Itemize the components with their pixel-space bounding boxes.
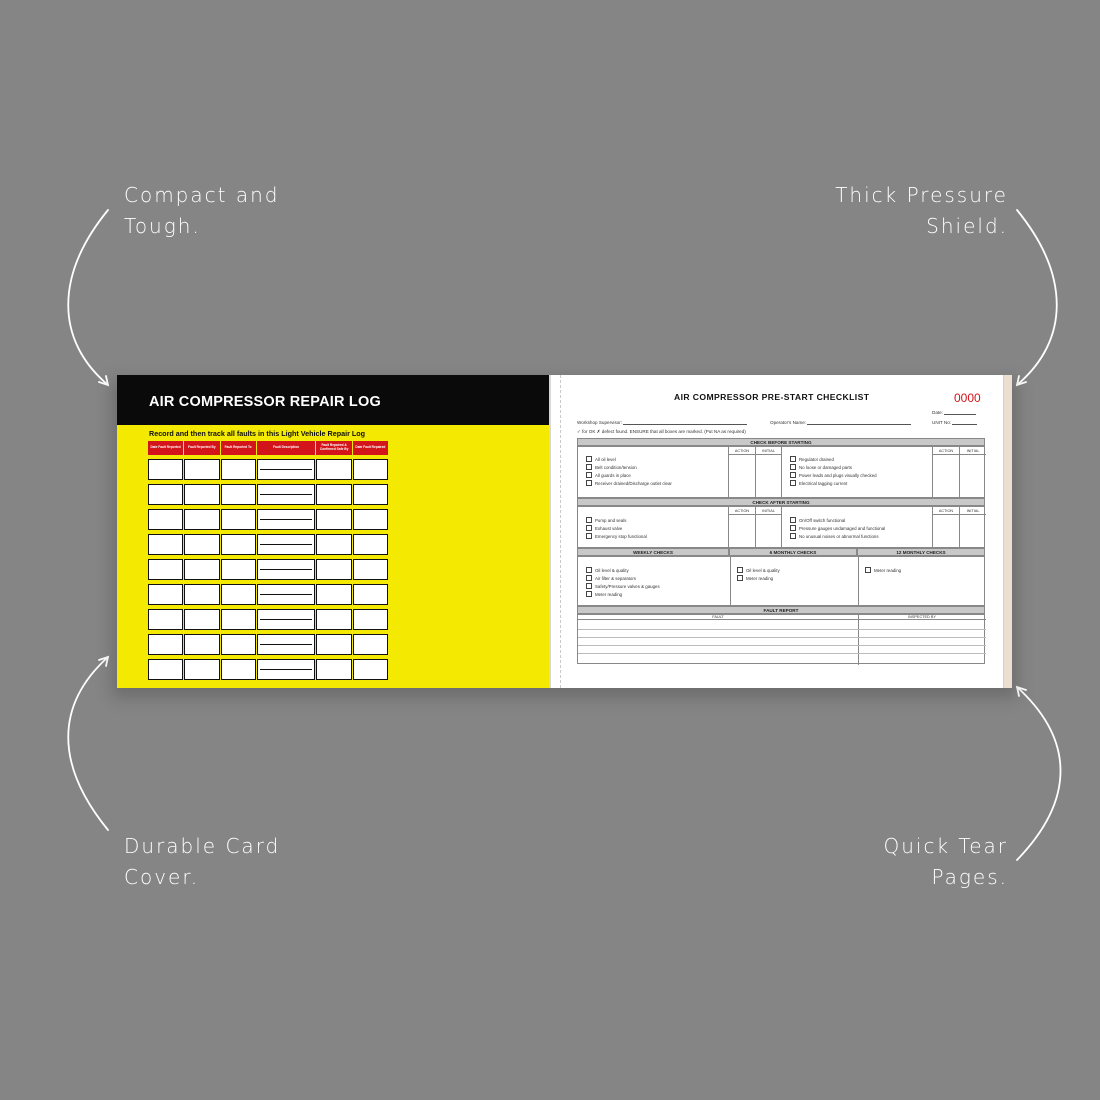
table-cell[interactable] <box>221 559 256 580</box>
checkbox-item[interactable]: No unusual noises or abnormal functions <box>790 533 879 539</box>
table-cell[interactable] <box>257 634 316 655</box>
table-cell[interactable] <box>316 634 351 655</box>
table-cell[interactable] <box>257 534 316 555</box>
arrow-bottom-right-head <box>1017 687 1026 696</box>
checkbox-item[interactable]: Air filter & separators <box>586 575 636 581</box>
table-cell[interactable] <box>184 634 219 655</box>
table-cell[interactable] <box>148 509 183 530</box>
table-cell[interactable] <box>257 459 316 480</box>
section-before-starting: CHECK BEFORE STARTING <box>577 438 985 446</box>
callout-compact <box>124 180 279 242</box>
table-cell[interactable] <box>316 459 351 480</box>
arrow-top-right <box>1017 210 1057 385</box>
cover-title: AIR COMPRESSOR REPAIR LOG <box>117 375 549 425</box>
table-cell[interactable] <box>148 659 183 680</box>
table-cell[interactable] <box>184 584 219 605</box>
table-cell[interactable] <box>148 609 183 630</box>
table-row <box>148 659 388 680</box>
table-cell[interactable] <box>221 584 256 605</box>
column-header: Fault Reported To <box>221 441 256 455</box>
column-header: Date Fault Reported <box>148 441 183 455</box>
table-row <box>148 559 388 580</box>
table-cell[interactable] <box>221 659 256 680</box>
table-cell[interactable] <box>184 534 219 555</box>
table-cell[interactable] <box>353 559 388 580</box>
table-cell[interactable] <box>316 659 351 680</box>
checkbox-item[interactable]: Meter reading <box>586 591 622 597</box>
callout-line: Pages. <box>931 865 1008 889</box>
checkbox-item[interactable]: Receiver drained/Discharge outlet clear <box>586 480 672 486</box>
table-cell[interactable] <box>353 509 388 530</box>
checkbox-item[interactable]: Meter reading <box>865 567 901 573</box>
table-cell[interactable] <box>148 484 183 505</box>
operator-field <box>770 420 911 425</box>
checkbox-item[interactable]: Exhaust valve <box>586 525 622 531</box>
repair-log-table <box>148 441 388 680</box>
table-cell[interactable] <box>184 659 219 680</box>
initial-header: INITIAL <box>755 507 781 515</box>
table-cell[interactable] <box>257 659 316 680</box>
table-cell[interactable] <box>221 634 256 655</box>
section-fault-report: FAULT REPORT <box>577 606 985 614</box>
supervisor-label: Workshop Supervisor: <box>577 420 623 425</box>
table-cell[interactable] <box>316 484 351 505</box>
action-header: ACTION <box>728 507 755 515</box>
cover-subtitle: Record and then track all faults in this Light Vehicle Repair Log <box>149 429 366 438</box>
table-cell[interactable] <box>257 584 316 605</box>
table-cell[interactable] <box>184 509 219 530</box>
section-weekly: WEEKLY CHECKS <box>577 548 729 556</box>
date-field <box>932 410 976 415</box>
periodic-checks-box <box>577 556 985 606</box>
column-header: Fault Description <box>257 441 316 455</box>
instructions: ✓ for OK ✗ defect found. ENSURE that all boxes are marked. (Put NA as required) <box>577 429 746 434</box>
table-cell[interactable] <box>257 609 316 630</box>
checkbox-item[interactable]: Electrical tagging current <box>790 480 847 486</box>
arrow-bottom-right <box>1017 687 1061 860</box>
table-cell[interactable] <box>221 484 256 505</box>
checkbox-item[interactable]: Safety/Pressure valves & gauges <box>586 583 660 589</box>
callout-line: Durable Card <box>124 834 281 858</box>
checkbox-item[interactable]: No loose or damaged parts <box>790 464 852 470</box>
table-cell[interactable] <box>316 509 351 530</box>
section-after-starting: CHECK AFTER STARTING <box>577 498 985 506</box>
page-stack-edge <box>1003 375 1012 688</box>
arrow-top-left <box>68 210 108 385</box>
callout-line: Thick Pressure <box>835 183 1008 207</box>
table-cell[interactable] <box>316 534 351 555</box>
callout-line: Shield. <box>926 214 1008 238</box>
action-header: ACTION <box>728 447 755 455</box>
callout-tear-pages <box>883 831 1008 893</box>
callout-line: Compact and <box>124 183 280 207</box>
table-cell[interactable] <box>184 484 219 505</box>
date-label: Date: <box>932 410 943 415</box>
table-row <box>148 609 388 630</box>
section-6-monthly: 6 MONTHLY CHECKS <box>729 548 857 556</box>
callout-line: Quick Tear <box>883 834 1008 858</box>
column-header: Fault Repaired & Confirmed Safe By <box>316 441 351 455</box>
book-cover <box>117 375 549 688</box>
table-cell[interactable] <box>353 659 388 680</box>
table-cell[interactable] <box>257 509 316 530</box>
checkbox-item[interactable]: Oil level & quality <box>586 567 629 573</box>
table-cell[interactable] <box>316 609 351 630</box>
table-cell[interactable] <box>148 459 183 480</box>
checkbox-item[interactable]: Meter reading <box>737 575 773 581</box>
table-cell[interactable] <box>148 584 183 605</box>
table-cell[interactable] <box>221 609 256 630</box>
checklist-title: AIR COMPRESSOR PRE-START CHECKLIST <box>674 392 870 402</box>
checklist-page <box>551 375 1003 688</box>
table-cell[interactable] <box>184 609 219 630</box>
arrow-top-right-head <box>1017 376 1026 385</box>
checklist-number: 0000 <box>954 391 981 405</box>
checkbox-item[interactable]: Oil level & quality <box>737 567 780 573</box>
checkbox-item[interactable]: On/Off switch functional <box>790 517 845 523</box>
table-cell[interactable] <box>148 534 183 555</box>
callout-line: Tough. <box>124 214 201 238</box>
table-row <box>148 459 388 480</box>
initial-header: INITIAL <box>959 507 986 515</box>
checkbox-item[interactable]: Emergency stop functional <box>586 533 647 539</box>
repair-log-header <box>148 441 388 455</box>
table-cell[interactable] <box>257 484 316 505</box>
callout-card-cover <box>124 831 280 893</box>
initial-header: INITIAL <box>959 447 986 455</box>
arrow-bottom-left <box>68 657 108 830</box>
fault-column-header: FAULT <box>578 615 858 620</box>
after-starting-box <box>577 506 985 548</box>
table-cell[interactable] <box>257 559 316 580</box>
table-cell[interactable] <box>353 534 388 555</box>
supervisor-field <box>577 420 747 425</box>
table-cell[interactable] <box>353 609 388 630</box>
checkbox-item[interactable]: Pressure gauges undamaged and functional <box>790 525 885 531</box>
callout-line: Cover. <box>124 865 200 889</box>
checkbox-item[interactable]: Regulator drained <box>790 456 834 462</box>
table-row <box>148 484 388 505</box>
column-header: Date Fault Repaired <box>353 441 388 455</box>
column-header: Fault Reported By <box>184 441 219 455</box>
unit-label: UNIT No: <box>932 420 952 425</box>
table-row <box>148 634 388 655</box>
unit-field <box>932 420 977 425</box>
callout-pressure-shield <box>835 180 1008 242</box>
table-cell[interactable] <box>316 584 351 605</box>
checkbox-item[interactable]: All oil level <box>586 456 616 462</box>
checkbox-item[interactable]: All guards in place <box>586 472 631 478</box>
initial-header: INITIAL <box>755 447 781 455</box>
table-cell[interactable] <box>184 559 219 580</box>
inspected-by-column-header: INSPECTED BY <box>858 615 986 620</box>
action-header: ACTION <box>932 447 959 455</box>
section-12-monthly: 12 MONTHLY CHECKS <box>857 548 985 556</box>
table-cell[interactable] <box>221 534 256 555</box>
arrow-bottom-left-head <box>99 657 108 666</box>
table-cell[interactable] <box>353 459 388 480</box>
table-cell[interactable] <box>148 559 183 580</box>
table-cell[interactable] <box>221 459 256 480</box>
action-header: ACTION <box>932 507 959 515</box>
table-cell[interactable] <box>316 559 351 580</box>
checkbox-item[interactable]: Pump and seals <box>586 517 627 523</box>
table-row <box>148 509 388 530</box>
perforation-line <box>560 375 561 688</box>
table-cell[interactable] <box>148 634 183 655</box>
arrow-top-left-head <box>99 376 108 385</box>
fault-report-box <box>577 614 985 664</box>
table-row <box>148 534 388 555</box>
operator-label: Operator's Name: <box>770 420 807 425</box>
before-starting-box <box>577 446 985 498</box>
checkbox-item[interactable]: Power leads and plugs visually checked <box>790 472 877 478</box>
checkbox-item[interactable]: Belt condition/tension <box>586 464 637 470</box>
table-cell[interactable] <box>221 509 256 530</box>
table-cell[interactable] <box>353 584 388 605</box>
table-row <box>148 584 388 605</box>
repair-log-rows <box>148 459 388 680</box>
table-cell[interactable] <box>353 634 388 655</box>
table-cell[interactable] <box>184 459 219 480</box>
table-cell[interactable] <box>353 484 388 505</box>
